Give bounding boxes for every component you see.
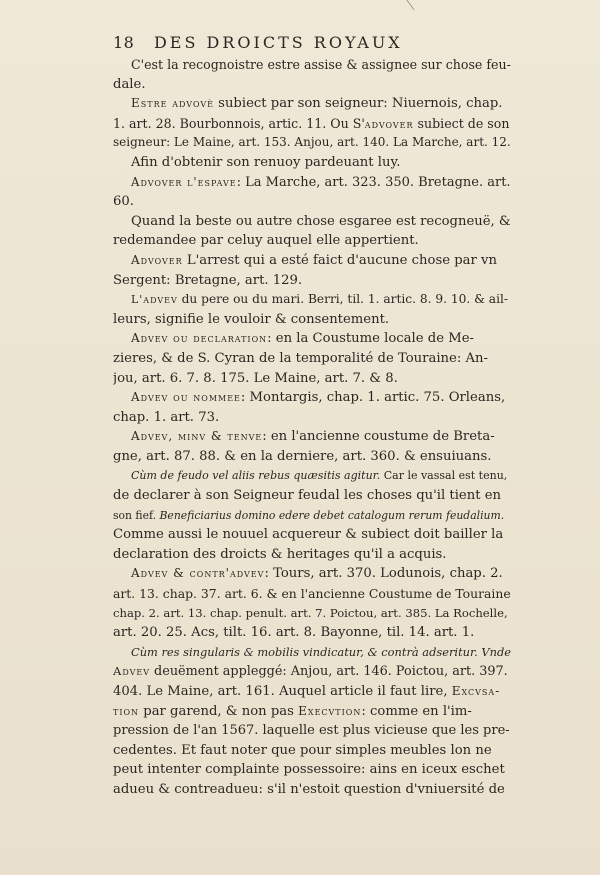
text-run: adueu & contreadueu: s'il n'estoit question d'vniuersité de	[113, 781, 505, 797]
text-line	[113, 55, 511, 75]
text-run: chap. 1. art. 73.	[113, 409, 220, 425]
text-run: de declarer à son Seigneur feudal les choses qu'il tient en	[113, 488, 502, 504]
text-line	[113, 133, 511, 153]
text-line	[113, 721, 511, 741]
text-line	[113, 741, 511, 761]
text-run: Sergent: Bretagne, art. 129.	[113, 272, 303, 288]
text-run: pression de l'an 1567. laquelle est plus vicieuse que les pre-	[113, 723, 510, 739]
text-run: Car le vassal est tenu,	[380, 469, 508, 483]
text-line	[113, 251, 511, 271]
text-line	[113, 192, 511, 212]
text-line	[113, 447, 511, 467]
text-run: 404. Le Maine, art. 161. Auquel article il faut lire,	[113, 684, 452, 699]
small-caps-term: Estre advovè	[131, 96, 214, 111]
text-run: : Montargis, chap. 1. artic. 75. Orleans,	[240, 390, 506, 406]
text-line	[113, 506, 511, 526]
text-run: seigneur: Le Maine, art. 153. Anjou, art. 140. La Marche, art. 12.	[113, 135, 511, 150]
text-line	[113, 153, 511, 173]
small-caps-term: L'advev	[131, 293, 178, 307]
text-run: leurs, signifie le vouloir & consentement.	[113, 311, 390, 327]
text-line	[113, 564, 511, 584]
latin-phrase: Beneficiarius domino edere debet catalogum rerum feudalium.	[159, 508, 505, 522]
small-caps-term: Advev, minv & tenve	[131, 429, 263, 444]
text-run: : La Marche, art. 323. 350. Bretagne. art.	[236, 174, 511, 190]
text-run: cedentes. Et faut noter que pour simples meubles lon ne	[113, 742, 492, 758]
small-caps-term: Execvtion	[298, 703, 362, 718]
text-line	[113, 545, 511, 565]
text-line	[113, 290, 511, 310]
text-line	[113, 780, 511, 800]
text-run: gne, art. 87. 88. & en la derniere, art. 360. & ensuiuans.	[113, 448, 492, 464]
body-text	[113, 55, 511, 800]
text-line	[113, 349, 511, 369]
text-run: chap. 2. art. 13. chap. penult. art. 7. Poictou, art. 385. La Rochelle,	[113, 605, 508, 620]
text-run: subiect par son seigneur: Niuernois, chap.	[213, 96, 503, 112]
text-line	[113, 94, 511, 114]
text-run: redemandee par celuy auquel elle appertient.	[113, 233, 419, 249]
text-line	[113, 525, 511, 545]
text-run: zieres, & de S. Cyran de la temporalité de Touraine: An-	[113, 350, 488, 366]
text-run: deuëment appleggé: Anjou, art. 146. Poictou, art. 397.	[149, 664, 508, 680]
text-line	[113, 623, 511, 643]
text-run: art. 20. 25. Acs, tilt. 16. art. 8. Bayonne, til. 14. art. 1.	[113, 625, 475, 641]
text-run: Afin d'obtenir son renuoy pardeuant luy.	[131, 154, 401, 170]
small-caps-term: Excvsa-	[451, 684, 501, 698]
running-title: DES DROICTS ROYAUX	[153, 33, 403, 52]
text-line	[113, 173, 511, 193]
text-line	[113, 114, 511, 134]
text-line	[113, 760, 511, 780]
text-line	[113, 604, 511, 624]
page-number: 18	[113, 33, 135, 52]
small-caps-term: advover	[364, 116, 414, 131]
text-line	[113, 643, 511, 663]
text-line	[113, 388, 511, 408]
text-run: du pere ou du mari. Berri, til. 1. artic. 8. 9. 10. & ail-	[177, 292, 508, 307]
small-caps-term: Advev ou declaration	[131, 331, 268, 346]
text-line	[113, 702, 511, 722]
text-run: 60.	[113, 194, 134, 210]
text-run: declaration des droicts & heritages qu'il a acquis.	[113, 546, 447, 562]
text-run: Quand la beste ou autre chose esgaree est recogneuë, &	[131, 213, 511, 229]
text-line	[113, 231, 511, 251]
text-run: art. 13. chap. 37. art. 6. & en l'ancienne Coustume de Touraine	[113, 586, 511, 602]
small-caps-term: tion	[113, 703, 140, 718]
text-run: peut intenter complainte possessoire: ains en iceux eschet	[113, 762, 505, 778]
text-run: son fief.	[113, 508, 160, 522]
small-caps-term: Advev	[113, 664, 150, 679]
text-line	[113, 212, 511, 232]
text-line	[113, 427, 511, 447]
small-caps-term: Advev ou nommee	[131, 390, 241, 405]
latin-phrase: Cùm res singularis & mobilis vindicatur, & contrà adseritur. Vnde	[131, 644, 511, 659]
text-line	[113, 271, 511, 291]
text-line	[113, 486, 511, 506]
text-line	[113, 584, 511, 604]
text-run: L'arrest qui a esté faict d'aucune chose par vn	[182, 252, 497, 268]
text-line	[113, 662, 511, 682]
text-line	[113, 310, 511, 330]
text-line	[113, 466, 511, 486]
text-line	[113, 329, 511, 349]
small-caps-term: Advover l'espave	[131, 174, 237, 189]
text-run: 1. art. 28. Bourbonnois, artic. 11. Ou S'	[113, 115, 365, 131]
text-run: dale.	[113, 76, 146, 92]
text-line	[113, 369, 511, 389]
text-line	[113, 75, 511, 95]
text-line	[113, 408, 511, 428]
text-run: : Tours, art. 370. Lodunois, chap. 2.	[264, 566, 503, 582]
text-run: : comme en l'im-	[361, 703, 472, 719]
small-caps-term: Advev & contr'advev	[131, 566, 265, 581]
text-run: subiect de son	[413, 115, 510, 131]
text-run: Comme aussi le nouuel acquereur & subiect doit bailler la	[113, 527, 504, 543]
text-run: : en la Coustume locale de Me-	[267, 331, 474, 347]
text-run: C'est la recognoistre estre assise & assignee sur chose feu-	[131, 57, 511, 72]
text-line	[113, 682, 511, 702]
margin-mark	[406, 0, 428, 10]
latin-phrase: Cùm de feudo vel aliis rebus quæsitis agitur.	[131, 469, 381, 483]
text-run: jou, art. 6. 7. 8. 175. Le Maine, art. 7. & 8.	[113, 370, 398, 386]
small-caps-term: Advover	[131, 252, 183, 267]
text-run: par garend, & non pas	[139, 703, 299, 719]
text-run: : en l'ancienne coustume de Breta-	[262, 429, 495, 445]
running-head	[113, 33, 508, 53]
